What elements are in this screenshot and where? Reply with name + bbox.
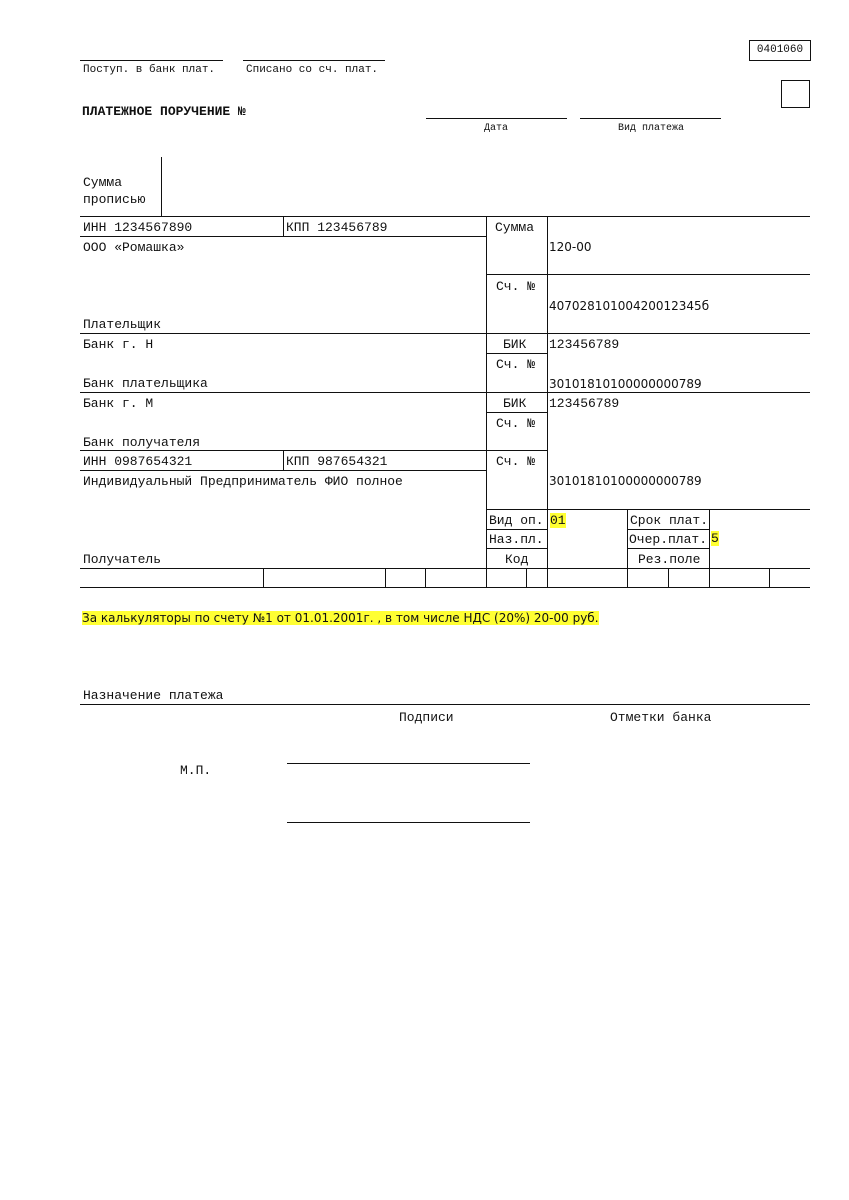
payer-bank-name: Банк г. Н <box>83 337 154 352</box>
payee-bottom-line <box>80 568 810 569</box>
codes-bottom-line <box>80 587 810 588</box>
form-code-box <box>749 40 811 61</box>
payee-account-value: 30101810100000000789 <box>549 474 702 488</box>
payee-bank-account-label: Сч. № <box>496 416 536 431</box>
ocher-plat-value: 5 <box>711 531 719 546</box>
payer-bik-value: 123456789 <box>549 337 620 352</box>
purpose-text: За калькуляторы по счету №1 от 01.01.2001г. , в том числе НДС (20%) 20-00 руб. <box>82 611 599 625</box>
rez-pole-label: Рез.поле <box>638 552 701 567</box>
date-line <box>426 118 567 119</box>
naz-pl-line <box>486 548 547 549</box>
mp-label: М.П. <box>180 763 212 778</box>
summa-label: Сумма <box>495 220 535 235</box>
vid-platezha-line <box>580 118 721 119</box>
payee-bik-value: 123456789 <box>549 396 620 411</box>
checkbox-square[interactable] <box>781 80 810 108</box>
payer-name: ООО «Ромашка» <box>83 240 185 255</box>
naz-pl-label: Наз.пл. <box>489 532 544 547</box>
signature-line-1 <box>287 763 530 764</box>
payer-line <box>80 333 810 334</box>
table-top-line <box>80 216 810 217</box>
payer-account-value: 40702810100420012345б <box>549 299 710 313</box>
srok-right-divider <box>709 509 710 588</box>
bik-sch-line <box>486 353 547 354</box>
code-cell-divider-5 <box>526 568 527 588</box>
date-label: Дата <box>484 123 509 134</box>
vid-op-label: Вид оп. <box>489 513 544 528</box>
label-col-divider <box>547 216 548 588</box>
code-cell-divider-1 <box>263 568 264 588</box>
payer-bank-line <box>80 392 810 393</box>
payee-inn-line <box>80 470 486 471</box>
payer-bik-label: БИК <box>503 337 527 352</box>
code-cell-divider-7 <box>769 568 770 588</box>
payee-bank-label: Банк получателя <box>83 435 201 450</box>
code-cell-divider-6 <box>668 568 669 588</box>
spisano-line <box>243 60 385 61</box>
payee-name: Индивидуальный Предприниматель ФИО полное <box>83 474 403 489</box>
srok-left-divider <box>627 509 628 588</box>
payer-bank-label: Банк плательщика <box>83 376 208 391</box>
summa-propisyu-divider <box>161 157 162 217</box>
payee-kpp: КПП 987654321 <box>286 454 388 469</box>
ocher-plat-label: Очер.плат. <box>629 532 708 547</box>
payer-label: Плательщик <box>83 317 162 332</box>
kod-label: Код <box>505 552 529 567</box>
podpisi-label: Подписи <box>399 710 454 725</box>
payer-bank-account-label: Сч. № <box>496 357 536 372</box>
ocher-line <box>627 548 709 549</box>
payer-kpp: КПП 123456789 <box>286 220 388 235</box>
payee-inn: ИНН 0987654321 <box>83 454 193 469</box>
vid-op-line <box>486 529 547 530</box>
srok-plat-label: Срок плат. <box>630 513 709 528</box>
vid-op-value: 01 <box>550 513 566 528</box>
payer-inn: ИНН 1234567890 <box>83 220 193 235</box>
payee-bank-name: Банк г. М <box>83 396 154 411</box>
inn-kpp-divider <box>283 216 284 236</box>
vid-platezha-label: Вид платежа <box>618 123 685 134</box>
inn-line <box>80 236 486 237</box>
postup-label: Поступ. в банк плат. <box>83 64 216 76</box>
summa-sch-line <box>486 274 810 275</box>
srok-line <box>627 529 709 530</box>
summa-value: 120-00 <box>549 240 592 254</box>
payer-bank-account-value: 30101810100000000789 <box>549 377 702 391</box>
bik2-sch-line <box>486 412 547 413</box>
postup-line <box>80 60 223 61</box>
summa-propisyu-label: Сумма прописью <box>83 175 146 207</box>
payee-bik-label: БИК <box>503 396 527 411</box>
code-cell-divider-3 <box>425 568 426 588</box>
payee-bank-line <box>80 450 547 451</box>
document-title: ПЛАТЕЖНОЕ ПОРУЧЕНИЕ № <box>82 104 246 119</box>
purpose-line <box>80 704 810 705</box>
payer-account-label: Сч. № <box>496 279 536 294</box>
otmetki-label: Отметки банка <box>610 710 712 725</box>
payee-label: Получатель <box>83 552 162 567</box>
signature-line-2 <box>287 822 530 823</box>
code-cell-divider-2 <box>385 568 386 588</box>
form-code: 0401060 <box>756 44 804 56</box>
center-divider <box>486 216 487 568</box>
purpose-label: Назначение платежа <box>83 688 224 703</box>
spisano-label: Списано со сч. плат. <box>246 64 379 76</box>
payee-account-label: Сч. № <box>496 454 536 469</box>
code-cell-divider-4 <box>486 568 487 588</box>
vid-op-top-line <box>486 509 810 510</box>
payee-inn-kpp-divider <box>283 450 284 470</box>
